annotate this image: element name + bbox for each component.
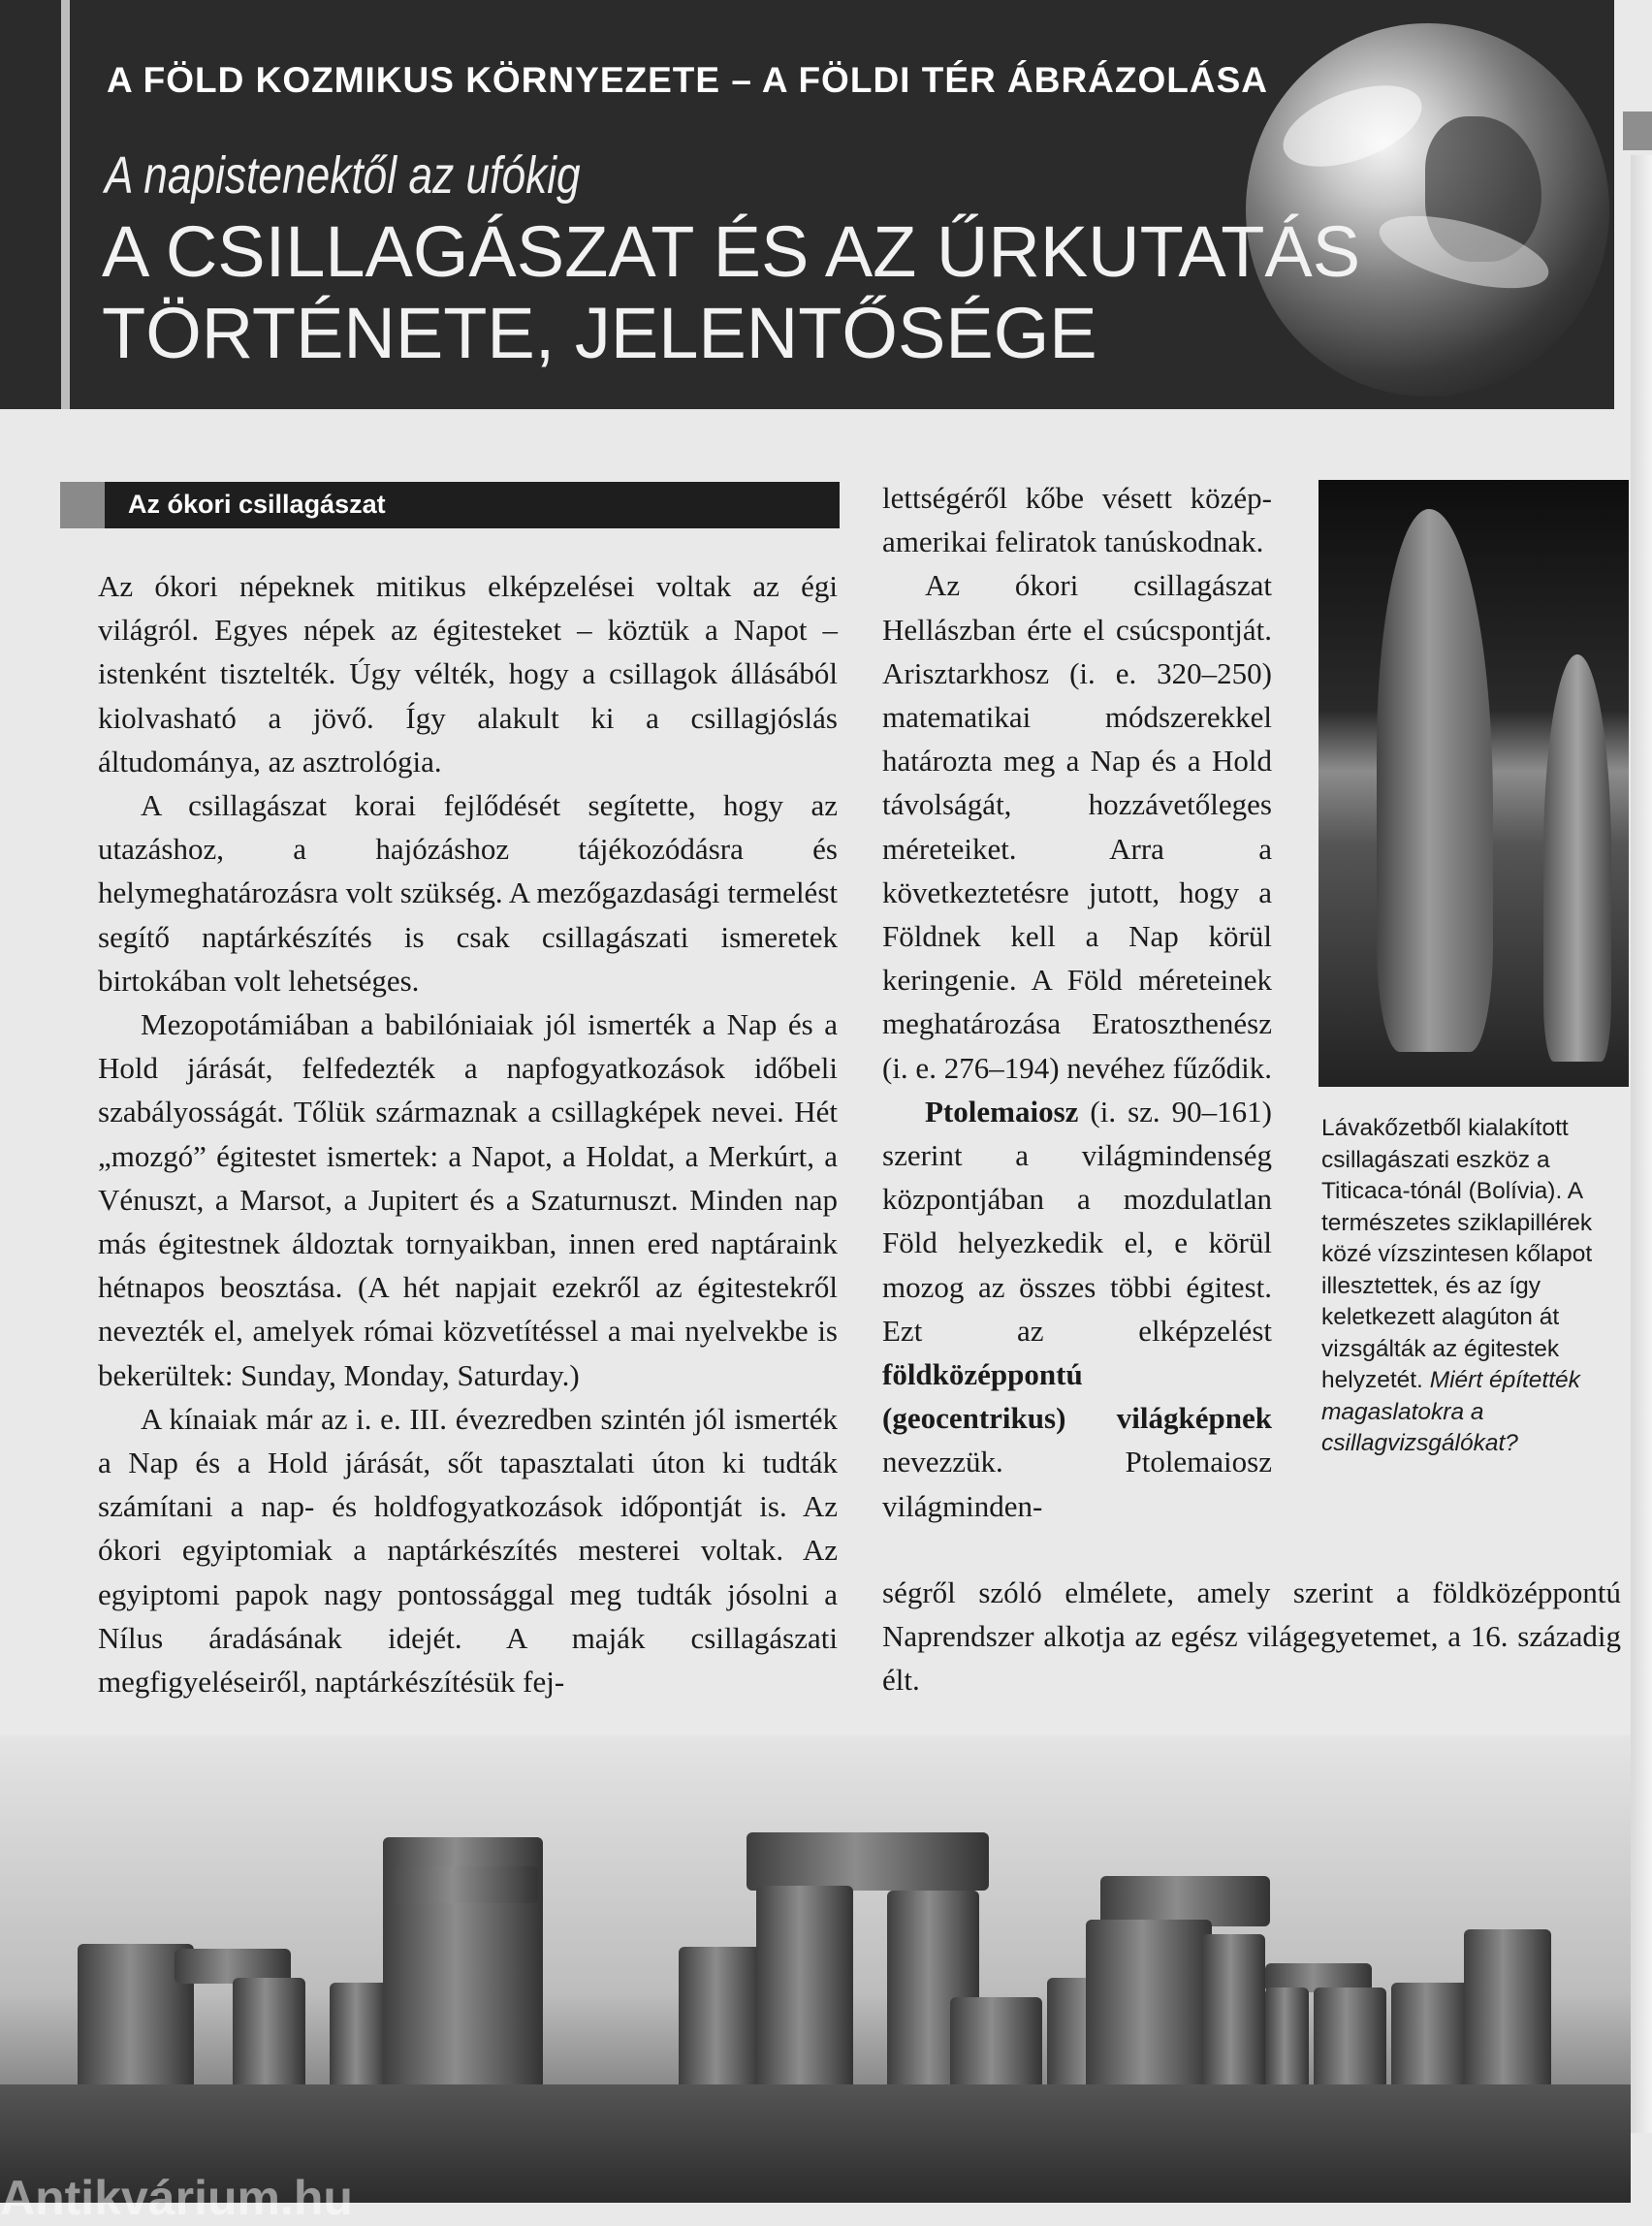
chapter-subtitle: A napistenektől az ufókig	[105, 146, 581, 205]
lintel-stone	[747, 1832, 989, 1891]
paragraph: A kínaiak már az i. e. III. évezredben szintén jól ismerték a Nap és a Hold járását, sőt tapasztalati úton ki tudták számítani a nap- és holdfogyatkozások időpontját is. Az ókori egyiptomiak a naptárkészítés mesterei voltak. Az egyiptomi papok nagy pontossággal meg tudták jósolni a Nílus áradásának idejét. A maják csillagászati megfigyeléseiről, naptárkészítésük fej-	[98, 1401, 838, 1700]
header-accent-bar	[61, 0, 70, 409]
chapter-section-label: A FÖLD KOZMIKUS KÖRNYEZETE – A FÖLDI TÉR ÁBRÁZOLÁSA	[107, 60, 1268, 100]
caption-question: Miért építették magaslatokra a csillagvizsgálókat?	[1321, 1367, 1580, 1456]
photo-caption	[1321, 1113, 1612, 1460]
caption-text: Lávakőzetből kialakított csillagászati eszköz a Titicaca-tónál (Bolívia). A természetes sziklapillérek közé vízszintesen kőlapot illesztettek, és az így keletkezett alagúton át vizsgálták az égitestek helyzetét.	[1321, 1115, 1593, 1393]
paragraph-text: (i. sz. 90–161) szerint a világmindenség központjában a mozdulatlan Föld helyezkedik el, e körül mozog az összes többi égitest. Ezt az elképzelést	[882, 1094, 1272, 1348]
title-line-2: TÖRTÉNETE, JELENTŐSÉGE	[102, 293, 1097, 373]
paragraph: Az ókori csillagászat Hellászban érte el csúcspontját. Arisztarkhosz (i. e. 320–250) matematikai módszerekkel határozta meg a Nap és a Hold távolságát, hozzávetőleges méreteiket. Arra a következtetésre jutott, hogy a Földnek kell a Nap körül keringenie. A Föld méreteinek meghatározása Eratoszthenész (i. e. 276–194) nevéhez fűződik.	[882, 568, 1273, 1085]
section-heading-accent	[60, 482, 105, 528]
titicaca-rock-photo	[1318, 480, 1629, 1087]
bold-term: földközéppontú (geocentrikus) világképnek	[882, 1357, 1272, 1436]
section-heading: Az ókori csillagászat	[128, 490, 386, 519]
paragraph: Mezopotámiában a babilóniaiak jól ismerték a Nap és a Hold járását, felfedezték a napfogyatkozások időbeli szabályosságát. Tőlük származnak a csillagképek nevei. Hét „mozgó” égitestet ismertek: a Napot, a Holdat, a Merkúrt, a Vénuszt, a Marsot, a Jupitert és a Szaturnuszt. Minden nap más égitestnek áldoztak tornyaikban, innen ered naptáraink hétnapos beosztása. (A hét napjait ezekről az égitestekről nevezték el, amelyek római közvetítéssel a mai nyelvekbe is bekerültek: Sunday, Monday, Saturday.)	[98, 1007, 838, 1392]
watermark: Antikvárium.hu	[0, 2171, 353, 2225]
paragraph-ptolemaiosz	[882, 1090, 1272, 1528]
text-column-2	[882, 476, 1272, 1528]
page-edge	[1631, 155, 1652, 2133]
rock-pillar	[1543, 654, 1611, 1062]
bold-name: Ptolemaiosz	[925, 1094, 1079, 1129]
paragraph-text: nevezzük. Ptolemaiosz világminden-	[882, 1445, 1272, 1523]
paragraph: A csillagászat korai fejlődését segítette, hogy az utazáshoz, a hajózáshoz tájékozódásra és helymeghatározásra volt szükség. A mezőgazdasági termelést segítő naptárkészítés is csak csillagászati ismeretek birtokában volt lehetséges.	[98, 788, 838, 998]
standing-stone	[756, 1886, 853, 2118]
text-column-1	[98, 564, 838, 1703]
chapter-title	[102, 211, 1360, 374]
title-line-1: A CSILLAGÁSZAT ÉS AZ ŰRKUTATÁS	[102, 211, 1361, 292]
paragraph: Az ókori népeknek mitikus elképzelései voltak az égi világról. Egyes népek az égitesteket – köztük a Napot – istenként tisztelték. Úgy vélték, hogy a csillagok állásából kiolvasható a jövő. Így alakult ki a csillagjóslás áltudománya, az asztrológia.	[98, 569, 838, 779]
lintel-stone	[383, 1866, 538, 1903]
page-side-tab	[1623, 111, 1652, 150]
rock-pillar	[1377, 509, 1493, 1052]
paragraph-continuation: ségről szóló elmélete, amely szerint a földközéppontú Naprendszer alkotja az egész világegyetemet, a 16. századig élt.	[882, 1575, 1621, 1698]
paragraph: lettségéről kőbe vésett közép-amerikai feliratok tanúskodnak.	[882, 481, 1272, 559]
